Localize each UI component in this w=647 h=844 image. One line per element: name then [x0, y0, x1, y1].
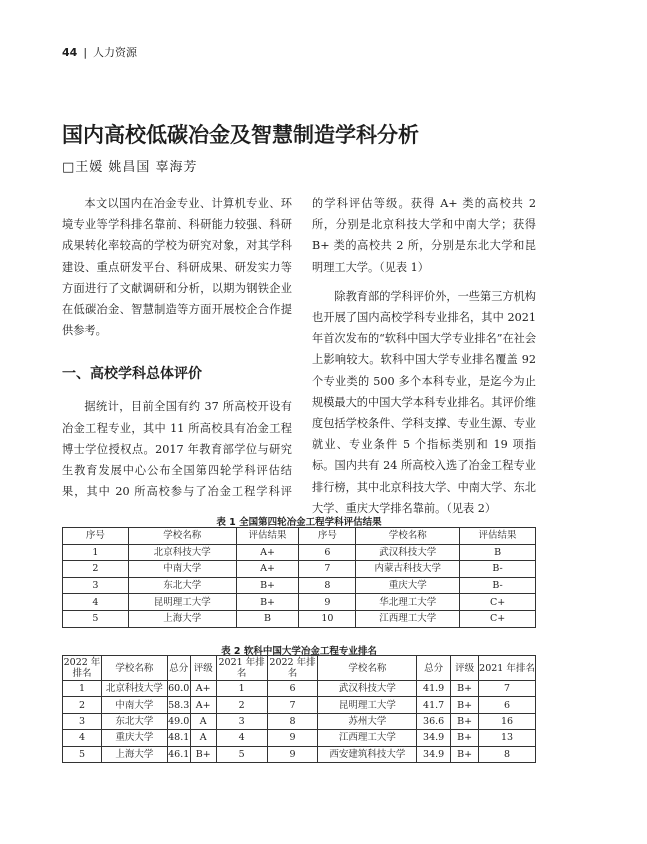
table-cell: 9 [299, 594, 356, 611]
table-cell: 2 [216, 697, 267, 713]
table-cell: 西安建筑科技大学 [318, 746, 417, 762]
table-row [63, 697, 536, 713]
table-cell: 49.0 [167, 713, 190, 729]
table-cell: 34.9 [417, 746, 451, 762]
table-cell: 58.3 [167, 697, 190, 713]
table-cell: 2 [63, 697, 102, 713]
left-column [62, 193, 292, 502]
table-cell: 内蒙古科技大学 [356, 561, 460, 578]
table-cell: 6 [299, 544, 356, 561]
table-cell: 苏州大学 [318, 713, 417, 729]
table-cell: B+ [451, 730, 479, 746]
table-cell: 41.9 [417, 681, 451, 697]
table-cell: 东北大学 [128, 577, 236, 594]
table-cell: 重庆大学 [356, 577, 460, 594]
table-cell: 6 [479, 697, 536, 713]
table-cell: 13 [479, 730, 536, 746]
table-cell: 中南大学 [101, 697, 167, 713]
table-cell: 东北大学 [101, 713, 167, 729]
table-cell: 5 [216, 746, 267, 762]
table-cell: 1 [63, 544, 129, 561]
table-cell: 江西理工大学 [356, 610, 460, 627]
table-cell: 中南大学 [128, 561, 236, 578]
table2-header-row [63, 656, 536, 681]
table-row [63, 681, 536, 697]
table-cell: A+ [236, 561, 299, 578]
table-cell: 北京科技大学 [101, 681, 167, 697]
table-cell: 8 [267, 713, 318, 729]
table-cell: 上海大学 [101, 746, 167, 762]
table-cell: B+ [451, 713, 479, 729]
body-paragraph-1-continued: 的学科评估等级。获得 A+ 类的高校共 2 所，分别是北京科技大学和中南大学；获得 B+ 类的高校共 2 所，分别是东北大学和昆明理工大学。（见表 1） [312, 197, 536, 274]
table-cell: 8 [479, 746, 536, 762]
table-cell: A+ [190, 697, 216, 713]
table-cell: 4 [216, 730, 267, 746]
table-cell: 武汉科技大学 [356, 544, 460, 561]
table-cell: B+ [236, 594, 299, 611]
page-number: 44 [62, 46, 78, 59]
table-cell: A+ [236, 544, 299, 561]
table-cell: 41.7 [417, 697, 451, 713]
table-cell: C+ [460, 594, 536, 611]
table-cell: A [190, 713, 216, 729]
table-row [63, 746, 536, 762]
table2-header: 2021 年排名 [479, 656, 536, 681]
table2-header: 2022 年排名 [267, 656, 318, 681]
table-cell: B+ [451, 697, 479, 713]
table-row [63, 730, 536, 746]
article-title: 国内高校低碳冶金及智慧制造学科分析 [62, 123, 419, 147]
table-cell: 3 [63, 577, 129, 594]
table-row [63, 713, 536, 729]
table-cell: 7 [479, 681, 536, 697]
table2-header: 学校名称 [318, 656, 417, 681]
table2-header: 学校名称 [101, 656, 167, 681]
table-cell: 48.1 [167, 730, 190, 746]
running-header [62, 44, 137, 60]
table-cell: 8 [299, 577, 356, 594]
table-cell: 6 [267, 681, 318, 697]
table-cell: B- [460, 561, 536, 578]
table-cell: A+ [190, 681, 216, 697]
table-row [63, 561, 536, 578]
table2-header: 评级 [190, 656, 216, 681]
table-cell: B+ [190, 746, 216, 762]
table-row [63, 594, 536, 611]
table-cell: 34.9 [417, 730, 451, 746]
table-cell: 1 [63, 681, 102, 697]
table-cell: C+ [460, 610, 536, 627]
table-cell: 5 [63, 746, 102, 762]
table2-caption: 表 2 软科中国大学冶金工程专业排名 [221, 646, 377, 657]
table1-header: 学校名称 [128, 528, 236, 545]
table-cell: 36.6 [417, 713, 451, 729]
table2-header: 总分 [417, 656, 451, 681]
table1-header: 序号 [63, 528, 129, 545]
table-cell: 4 [63, 594, 129, 611]
table1-header-row [63, 528, 536, 545]
table-cell: 60.0 [167, 681, 190, 697]
table1 [62, 527, 536, 628]
right-column [312, 193, 536, 519]
table-cell: 重庆大学 [101, 730, 167, 746]
table1-header: 评估结果 [460, 528, 536, 545]
body-paragraph-1: 据统计，目前全国有约 37 所高校开设有冶金工程专业，其中 11 所高校具有冶金工程博士学位授权点。2017 年教育部学位与研究生教育发展中心公布全国第四轮学科评估结果，其中 20 所高校参与了冶金工程学科评 [62, 400, 292, 499]
table-cell: 5 [63, 610, 129, 627]
table-row [63, 544, 536, 561]
table-cell: 1 [216, 681, 267, 697]
table-row [63, 610, 536, 627]
table-cell: 10 [299, 610, 356, 627]
article-authors: □王媛 姚昌国 辜海芳 [62, 160, 198, 175]
intro-paragraph: 本文以国内在冶金专业、计算机专业、环境专业等学科排名靠前、科研能力较强、科研成果转化率较高的学校为研究对象，对其学科建设、重点研发平台、科研成果、研发实力等方面进行了文献调研和分析，以期为钢铁企业在低碳冶金、智慧制造等方面开展校企合作提供参考。 [62, 197, 292, 338]
table1-header: 评估结果 [236, 528, 299, 545]
table2-header: 2022 年排名 [63, 657, 101, 679]
table-cell: 武汉科技大学 [318, 681, 417, 697]
table-cell: 2 [63, 561, 129, 578]
table-cell: B+ [236, 577, 299, 594]
table2-header: 2021 年排名 [216, 656, 267, 681]
table-cell: 3 [216, 713, 267, 729]
table-cell: 昆明理工大学 [318, 697, 417, 713]
table-cell: B- [460, 577, 536, 594]
table-cell: 昆明理工大学 [128, 594, 236, 611]
table2 [62, 655, 536, 763]
header-divider: | [83, 46, 88, 59]
table-cell: B [236, 610, 299, 627]
section-heading: 一、高校学科总体评价 [62, 366, 202, 383]
body-paragraph-2: 除教育部的学科评价外，一些第三方机构也开展了国内高校学科专业排名，其中 2021 年首次发布的“软科中国大学专业排名”在社会上影响较大。软科中国大学专业排名覆盖 92 个专业类的 500 多个本科专业，是迄今为止规模最大的中国大学本科专业排名。其评价维度包括学校条件、学科支撑、专业生源、专业就业、专业条件 5 个指标类别和 19 项指标。国内共有 24 所高校入选了冶金工程专业排行榜，其中北京科技大学、中南大学、东北大学、重庆大学排名靠前。（见表 2） [312, 289, 537, 515]
table-cell: 9 [267, 746, 318, 762]
table-cell: 4 [63, 730, 102, 746]
table2-header: 评级 [451, 656, 479, 681]
section-name: 人力资源 [93, 46, 138, 59]
table-cell: 7 [267, 697, 318, 713]
table1-header: 学校名称 [356, 528, 460, 545]
table-cell: B [460, 544, 536, 561]
table-cell: 上海大学 [128, 610, 236, 627]
table1-header: 序号 [299, 528, 356, 545]
table-cell: 7 [299, 561, 356, 578]
table-cell: 江西理工大学 [318, 730, 417, 746]
table-cell: 3 [63, 713, 102, 729]
table1-caption: 表 1 全国第四轮冶金工程学科评估结果 [216, 517, 382, 528]
table-cell: 16 [479, 713, 536, 729]
table-row [63, 577, 536, 594]
table-cell: 9 [267, 730, 318, 746]
table-cell: A [190, 730, 216, 746]
table-cell: 北京科技大学 [128, 544, 236, 561]
table-cell: B+ [451, 746, 479, 762]
table-cell: 华北理工大学 [356, 594, 460, 611]
table-cell: 46.1 [167, 746, 190, 762]
table-cell: B+ [451, 681, 479, 697]
table2-header: 总分 [167, 656, 190, 681]
